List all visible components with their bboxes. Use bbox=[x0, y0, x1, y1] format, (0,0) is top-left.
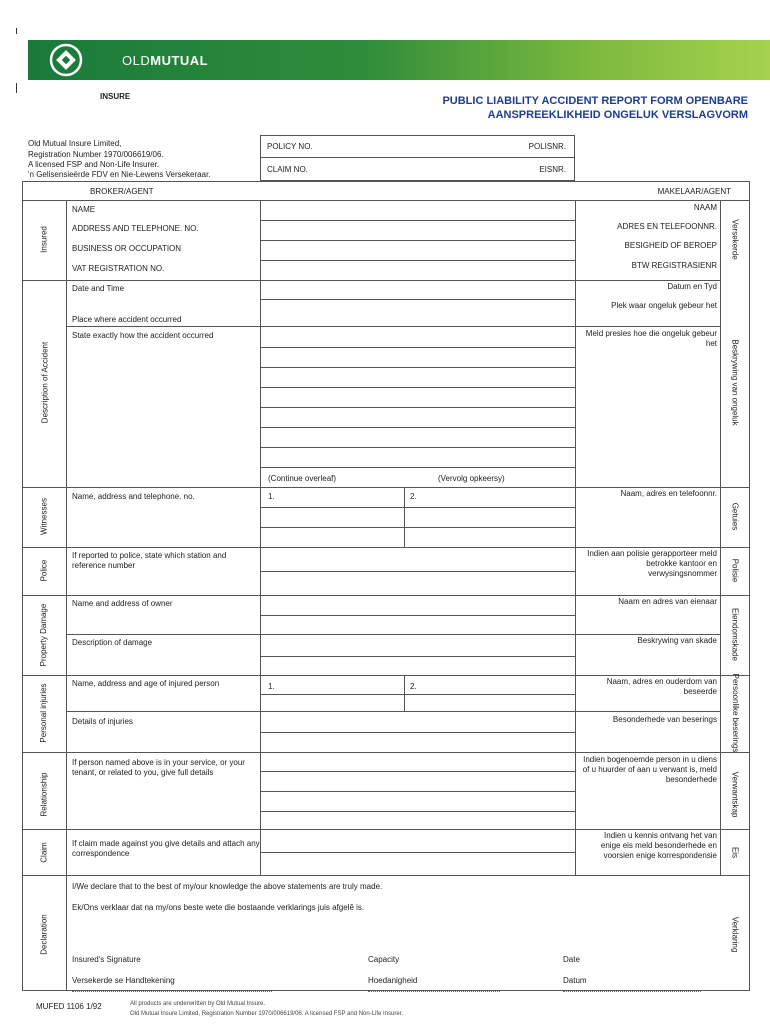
injury-details-label: Details of injuries bbox=[72, 717, 133, 726]
injured-num2: 2. bbox=[410, 682, 417, 691]
brand-suffix: MUTUAL bbox=[150, 53, 209, 68]
eis-label: Indien u kennis ontvang het van enige eis meld besonderhede en voorsien enige korrespondensie bbox=[600, 831, 717, 860]
handtekening-label: Versekerde se Handtekening bbox=[72, 976, 175, 985]
side-label-declaration: Declaration bbox=[39, 914, 49, 955]
side-label-polisie: Polisie bbox=[730, 558, 740, 583]
police-label: If reported to police, state which station and reference number bbox=[72, 551, 227, 570]
broker-field[interactable] bbox=[260, 182, 575, 200]
place-field[interactable] bbox=[261, 300, 574, 325]
name-field[interactable] bbox=[261, 201, 574, 220]
corner-mark bbox=[16, 28, 17, 34]
side-label-insured: Insured bbox=[39, 226, 49, 253]
form-title-line2: AANSPREEKLIKHEID ONGELUK VERSLAGVORM bbox=[487, 109, 748, 121]
witness-label: Name, address and telephone. no. bbox=[72, 492, 195, 501]
side-label-getuies: Getuies bbox=[730, 502, 740, 531]
address-label: ADDRESS AND TELEPHONE. NO. bbox=[72, 224, 199, 233]
side-label-beserings: Persoonlike beserings bbox=[731, 673, 740, 753]
side-label-verwantskap: Verwantskap bbox=[730, 771, 740, 818]
damage-field[interactable] bbox=[261, 635, 574, 675]
side-label-property: Property Damage bbox=[39, 603, 48, 667]
owner-label: Name and address of owner bbox=[72, 599, 173, 608]
business-label: BUSINESS OR OCCUPATION bbox=[72, 244, 182, 253]
continue-label: (Continue overleaf) bbox=[268, 474, 337, 483]
relationship-field[interactable] bbox=[261, 753, 574, 829]
side-label-eiendomskade: Eiendomskade bbox=[730, 608, 740, 661]
vat-label: VAT REGISTRATION NO. bbox=[72, 264, 165, 273]
eienaar-label: Naam en adres van eienaar bbox=[618, 597, 717, 606]
date-field[interactable] bbox=[261, 281, 574, 299]
plek-label: Plek waar ongeluk gebeur het bbox=[611, 301, 717, 310]
side-label-injuries: Personal injuries bbox=[39, 683, 48, 743]
insure-label: INSURE bbox=[100, 92, 131, 101]
footer-line1: All products are underwritten by Old Mutual Insure. bbox=[130, 1001, 266, 1007]
name-label: NAME bbox=[72, 205, 96, 214]
police-field[interactable] bbox=[261, 548, 574, 594]
skade-label: Beskrywing van skade bbox=[637, 636, 717, 645]
vervolg-label: (Vervolg opkeersy) bbox=[438, 474, 505, 483]
claim-field[interactable] bbox=[261, 830, 574, 874]
witness-num2: 2. bbox=[410, 492, 417, 501]
side-label-relationship: Relationship bbox=[39, 772, 49, 817]
policy-no-label: POLICY NO. bbox=[267, 142, 313, 151]
brand-name bbox=[122, 53, 208, 68]
claim-label: If claim made against you give details and attach any correspondence bbox=[72, 839, 260, 858]
divider bbox=[22, 280, 66, 281]
declaration-text-en: I/We declare that to the best of my/our knowledge the above statements are truly made. bbox=[72, 882, 383, 891]
corner-mark bbox=[16, 83, 17, 93]
beseerde-label: Naam, adres en ouderdom van beseerde bbox=[606, 677, 717, 696]
adres-label: ADRES EN TELEFOONNR. bbox=[617, 222, 717, 231]
witness-num1: 1. bbox=[268, 492, 275, 501]
capacity-field[interactable] bbox=[368, 986, 500, 992]
polisnr-label: POLISNR. bbox=[528, 142, 566, 151]
side-label-ongeluk: Beskrywing van ongeluk bbox=[730, 339, 740, 426]
state-label: State exactly how the accident occurred bbox=[72, 331, 214, 340]
eisnr-label: EISNR. bbox=[539, 165, 566, 174]
side-label-police: Police bbox=[39, 559, 49, 582]
date-label: Date and Time bbox=[72, 284, 125, 293]
relationship-label: If person named above is in your service, or your tenant, or related to you, give full details bbox=[72, 758, 245, 777]
claim-no-label: CLAIM NO. bbox=[267, 165, 308, 174]
side-label-eis: Eis bbox=[730, 846, 740, 859]
company-line4: 'n Gelisensieërde FDV en Nie-Lewens Versekeraar. bbox=[28, 170, 211, 179]
form-code: MUFED 1106 1/92 bbox=[36, 1002, 102, 1011]
damage-label: Description of damage bbox=[72, 638, 153, 647]
side-label-versekerde: Versekerde bbox=[730, 219, 740, 260]
injured-num1: 1. bbox=[268, 682, 275, 691]
injury-details-field[interactable] bbox=[261, 712, 574, 752]
date-sig-label: Date bbox=[563, 955, 580, 964]
right-column-line bbox=[720, 200, 721, 875]
accident-description-field[interactable] bbox=[261, 327, 574, 467]
broker-label: BROKER/AGENT bbox=[90, 187, 154, 196]
signature-field[interactable] bbox=[72, 986, 272, 992]
datum-sig-label: Datum bbox=[563, 976, 587, 985]
verwantskap-label: Indien bogenoemde person in u diens of u huurder of aan u verwant is, meld besonderhede bbox=[582, 755, 717, 784]
brand-prefix: OLD bbox=[122, 53, 151, 68]
divider bbox=[22, 875, 750, 876]
policy-no-field[interactable] bbox=[330, 138, 520, 156]
claim-no-field[interactable] bbox=[330, 160, 520, 178]
logo-icon bbox=[44, 42, 88, 78]
footer-line2: Old Mutual Insure Limited, Registration Number 1970/006619/06. A licensed FSP and Non-Life Insurer. bbox=[130, 1011, 404, 1017]
owner-field[interactable] bbox=[261, 596, 574, 634]
side-label-verklaring: Verklaring bbox=[730, 916, 740, 953]
capacity-label: Capacity bbox=[368, 955, 400, 964]
witness1-field[interactable] bbox=[261, 488, 403, 547]
side-label-accident: Description of Accident bbox=[40, 341, 50, 424]
declaration-text-af: Ek/Ons verklaar dat na my/ons beste wete die bostaande verklarings juis afgelê is. bbox=[72, 903, 365, 912]
vat-field[interactable] bbox=[261, 261, 574, 280]
business-field[interactable] bbox=[261, 241, 574, 260]
side-label-witnesses: Witnesses bbox=[39, 498, 49, 535]
polisie-label: Indien aan polisie gerapporteer meld betrokke kantoor en verwysingsnommer bbox=[587, 549, 717, 578]
company-line3: A licensed FSP and Non-Life Insurer. bbox=[28, 160, 160, 169]
datum-label: Datum en Tyd bbox=[667, 282, 717, 291]
injured2-field[interactable] bbox=[405, 676, 574, 710]
injured1-field[interactable] bbox=[261, 676, 403, 710]
divider bbox=[260, 157, 575, 158]
getuie-label: Naam, adres en telefoonnr. bbox=[620, 489, 717, 498]
address-field[interactable] bbox=[261, 221, 574, 240]
btw-label: BTW REGISTRASIENR bbox=[631, 261, 717, 270]
besigheid-label: BESIGHEID OF BEROEP bbox=[624, 241, 717, 250]
company-line2: Registration Number 1970/006619/06. bbox=[28, 150, 164, 159]
meld-label: Meld presies hoe die ongeluk gebeur het bbox=[585, 329, 717, 348]
hoedanigheid-label: Hoedanigheid bbox=[368, 976, 418, 985]
company-line1: Old Mutual Insure Limited, bbox=[28, 139, 122, 148]
date-sig-field[interactable] bbox=[563, 986, 701, 992]
form-title-line1: PUBLIC LIABILITY ACCIDENT REPORT FORM OPENBARE bbox=[442, 95, 748, 107]
signature-label: Insured's Signature bbox=[72, 955, 141, 964]
makelaar-label: MAKELAAR/AGENT bbox=[657, 187, 731, 196]
injured-label: Name, address and age of injured person bbox=[72, 679, 220, 688]
place-label: Place where accident occurred bbox=[72, 315, 182, 324]
witness2-field[interactable] bbox=[405, 488, 574, 547]
side-label-claim: Claim bbox=[39, 842, 49, 863]
divider bbox=[260, 467, 575, 468]
naam-label: NAAM bbox=[693, 203, 717, 212]
besonderhede-label: Besonderhede van beserings bbox=[612, 715, 717, 724]
